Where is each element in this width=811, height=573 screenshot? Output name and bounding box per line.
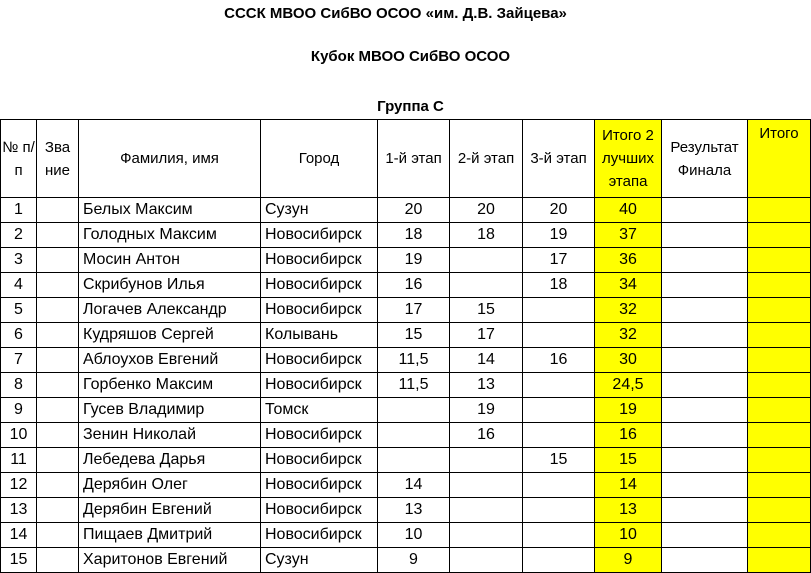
table-row bbox=[1, 498, 811, 523]
cell-stage3 bbox=[523, 548, 595, 573]
cell-total bbox=[748, 423, 811, 448]
cell-final bbox=[662, 323, 748, 348]
cell-rank bbox=[37, 273, 79, 298]
cell-name: Голодных Максим bbox=[79, 223, 261, 248]
cell-best2: 36 bbox=[595, 248, 662, 273]
cell-total bbox=[748, 498, 811, 523]
cell-stage2 bbox=[450, 473, 523, 498]
cell-stage2: 20 bbox=[450, 198, 523, 223]
cell-total bbox=[748, 473, 811, 498]
table-row bbox=[1, 548, 811, 573]
col-header-stage3: 3-й этап bbox=[523, 120, 595, 198]
cell-best2: 16 bbox=[595, 423, 662, 448]
cell-num: 10 bbox=[1, 423, 37, 448]
cell-total bbox=[748, 323, 811, 348]
cell-name: Логачев Александр bbox=[79, 298, 261, 323]
cell-final bbox=[662, 423, 748, 448]
cell-stage2 bbox=[450, 273, 523, 298]
cell-best2: 32 bbox=[595, 298, 662, 323]
cell-city: Новосибирск bbox=[261, 298, 378, 323]
cell-city: Новосибирск bbox=[261, 473, 378, 498]
cell-rank bbox=[37, 323, 79, 348]
cell-stage3: 18 bbox=[523, 273, 595, 298]
cell-num: 8 bbox=[1, 373, 37, 398]
cell-rank bbox=[37, 423, 79, 448]
results-table bbox=[0, 119, 811, 573]
cell-name: Зенин Николай bbox=[79, 423, 261, 448]
cell-total bbox=[748, 248, 811, 273]
cell-best2: 34 bbox=[595, 273, 662, 298]
col-header-city: Город bbox=[261, 120, 378, 198]
cell-stage2 bbox=[450, 523, 523, 548]
cell-best2: 9 bbox=[595, 548, 662, 573]
cell-stage2: 19 bbox=[450, 398, 523, 423]
cell-num: 2 bbox=[1, 223, 37, 248]
cell-stage3 bbox=[523, 298, 595, 323]
cell-stage2 bbox=[450, 498, 523, 523]
cell-num: 1 bbox=[1, 198, 37, 223]
cell-num: 4 bbox=[1, 273, 37, 298]
cell-best2: 15 bbox=[595, 448, 662, 473]
cell-stage1: 16 bbox=[378, 273, 450, 298]
cell-rank bbox=[37, 298, 79, 323]
col-header-stage1: 1-й этап bbox=[378, 120, 450, 198]
cell-best2: 13 bbox=[595, 498, 662, 523]
cell-name: Лебедева Дарья bbox=[79, 448, 261, 473]
cell-stage2 bbox=[450, 248, 523, 273]
cell-city: Колывань bbox=[261, 323, 378, 348]
cell-city: Новосибирск bbox=[261, 423, 378, 448]
cell-name: Пищаев Дмитрий bbox=[79, 523, 261, 548]
cell-stage3 bbox=[523, 398, 595, 423]
cell-rank bbox=[37, 198, 79, 223]
cell-total bbox=[748, 523, 811, 548]
cell-stage1: 15 bbox=[378, 323, 450, 348]
cell-num: 12 bbox=[1, 473, 37, 498]
cell-stage3 bbox=[523, 498, 595, 523]
cell-stage3 bbox=[523, 323, 595, 348]
cell-name: Харитонов Евгений bbox=[79, 548, 261, 573]
cell-stage3 bbox=[523, 423, 595, 448]
org-title: СССК МВОО СибВО ОСОО «им. Д.В. Зайцева» bbox=[224, 5, 567, 22]
cell-num: 14 bbox=[1, 523, 37, 548]
table-row bbox=[1, 398, 811, 423]
cell-stage3: 19 bbox=[523, 223, 595, 248]
cell-total bbox=[748, 448, 811, 473]
cell-final bbox=[662, 398, 748, 423]
cell-rank bbox=[37, 348, 79, 373]
table-row bbox=[1, 473, 811, 498]
cell-rank bbox=[37, 548, 79, 573]
cell-num: 6 bbox=[1, 323, 37, 348]
cell-best2: 30 bbox=[595, 348, 662, 373]
cell-name: Аблоухов Евгений bbox=[79, 348, 261, 373]
cell-stage1: 18 bbox=[378, 223, 450, 248]
table-row bbox=[1, 223, 811, 248]
col-header-name: Фамилия, имя bbox=[79, 120, 261, 198]
cell-stage3 bbox=[523, 473, 595, 498]
cell-rank bbox=[37, 473, 79, 498]
cell-best2: 10 bbox=[595, 523, 662, 548]
cell-city: Новосибирск bbox=[261, 373, 378, 398]
cell-best2: 24,5 bbox=[595, 373, 662, 398]
cell-total bbox=[748, 273, 811, 298]
cell-stage1: 11,5 bbox=[378, 348, 450, 373]
cell-stage1: 20 bbox=[378, 198, 450, 223]
table-row bbox=[1, 298, 811, 323]
cell-total bbox=[748, 298, 811, 323]
cell-rank bbox=[37, 498, 79, 523]
cell-total bbox=[748, 373, 811, 398]
cell-stage2: 13 bbox=[450, 373, 523, 398]
cell-stage3: 16 bbox=[523, 348, 595, 373]
results-body bbox=[1, 198, 811, 573]
cell-num: 11 bbox=[1, 448, 37, 473]
cell-final bbox=[662, 248, 748, 273]
cell-best2: 40 bbox=[595, 198, 662, 223]
cell-stage2: 18 bbox=[450, 223, 523, 248]
table-row bbox=[1, 373, 811, 398]
cell-num: 3 bbox=[1, 248, 37, 273]
cell-stage2: 14 bbox=[450, 348, 523, 373]
col-header-num: № п/п bbox=[1, 120, 37, 198]
cell-stage1 bbox=[378, 423, 450, 448]
cell-rank bbox=[37, 373, 79, 398]
group-title: Группа С bbox=[377, 98, 444, 115]
cell-stage1: 11,5 bbox=[378, 373, 450, 398]
cell-stage2 bbox=[450, 448, 523, 473]
header-row bbox=[1, 120, 811, 198]
cell-city: Новосибирск bbox=[261, 248, 378, 273]
cell-stage2: 15 bbox=[450, 298, 523, 323]
cell-city: Сузун bbox=[261, 548, 378, 573]
cell-city: Томск bbox=[261, 398, 378, 423]
cell-city: Новосибирск bbox=[261, 348, 378, 373]
col-header-stage2: 2-й этап bbox=[450, 120, 523, 198]
cell-city: Новосибирск bbox=[261, 448, 378, 473]
cell-stage2: 16 bbox=[450, 423, 523, 448]
cell-final bbox=[662, 548, 748, 573]
cell-final bbox=[662, 273, 748, 298]
cell-name: Белых Максим bbox=[79, 198, 261, 223]
cell-name: Гусев Владимир bbox=[79, 398, 261, 423]
cell-num: 15 bbox=[1, 548, 37, 573]
cell-final bbox=[662, 348, 748, 373]
cell-city: Новосибирск bbox=[261, 273, 378, 298]
cell-stage1 bbox=[378, 398, 450, 423]
cell-best2: 19 bbox=[595, 398, 662, 423]
cell-rank bbox=[37, 448, 79, 473]
cell-final bbox=[662, 498, 748, 523]
cell-stage3 bbox=[523, 523, 595, 548]
cell-rank bbox=[37, 523, 79, 548]
cell-name: Дерябин Олег bbox=[79, 473, 261, 498]
table-row bbox=[1, 323, 811, 348]
cell-best2: 14 bbox=[595, 473, 662, 498]
cell-best2: 37 bbox=[595, 223, 662, 248]
cell-total bbox=[748, 348, 811, 373]
cell-total bbox=[748, 548, 811, 573]
cell-rank bbox=[37, 223, 79, 248]
cell-final bbox=[662, 198, 748, 223]
cell-final bbox=[662, 523, 748, 548]
cell-city: Сузун bbox=[261, 198, 378, 223]
cell-num: 7 bbox=[1, 348, 37, 373]
cell-final bbox=[662, 298, 748, 323]
cell-name: Горбенко Максим bbox=[79, 373, 261, 398]
cell-stage1: 10 bbox=[378, 523, 450, 548]
cell-stage1 bbox=[378, 448, 450, 473]
cell-stage1: 13 bbox=[378, 498, 450, 523]
cell-num: 5 bbox=[1, 298, 37, 323]
table-row bbox=[1, 198, 811, 223]
cell-stage1: 17 bbox=[378, 298, 450, 323]
cup-title: Кубок МВОО СибВО ОСОО bbox=[310, 48, 511, 65]
cell-total bbox=[748, 223, 811, 248]
cell-stage3 bbox=[523, 373, 595, 398]
cell-city: Новосибирск bbox=[261, 523, 378, 548]
table-row bbox=[1, 273, 811, 298]
cell-city: Новосибирск bbox=[261, 498, 378, 523]
col-header-final: Результат Финала bbox=[662, 120, 748, 198]
cell-total bbox=[748, 398, 811, 423]
table-row bbox=[1, 348, 811, 373]
cell-stage2: 17 bbox=[450, 323, 523, 348]
table-row bbox=[1, 523, 811, 548]
cell-final bbox=[662, 223, 748, 248]
cell-final bbox=[662, 473, 748, 498]
cell-name: Кудряшов Сергей bbox=[79, 323, 261, 348]
cell-stage3: 20 bbox=[523, 198, 595, 223]
cell-name: Скрибунов Илья bbox=[79, 273, 261, 298]
cell-city: Новосибирск bbox=[261, 223, 378, 248]
cell-total bbox=[748, 198, 811, 223]
col-header-rank: Зва ние bbox=[37, 120, 79, 198]
cell-stage2 bbox=[450, 548, 523, 573]
cell-final bbox=[662, 448, 748, 473]
cell-num: 9 bbox=[1, 398, 37, 423]
col-header-best2: Итого 2 лучших этапа bbox=[595, 120, 662, 198]
table-row bbox=[1, 448, 811, 473]
table-row bbox=[1, 248, 811, 273]
cell-rank bbox=[37, 398, 79, 423]
cell-best2: 32 bbox=[595, 323, 662, 348]
col-header-total: Итого bbox=[748, 120, 811, 198]
cell-final bbox=[662, 373, 748, 398]
cell-stage1: 14 bbox=[378, 473, 450, 498]
cell-stage3: 15 bbox=[523, 448, 595, 473]
cell-name: Дерябин Евгений bbox=[79, 498, 261, 523]
cell-stage3: 17 bbox=[523, 248, 595, 273]
table-row bbox=[1, 423, 811, 448]
cell-stage1: 19 bbox=[378, 248, 450, 273]
cell-num: 13 bbox=[1, 498, 37, 523]
cell-stage1: 9 bbox=[378, 548, 450, 573]
cell-name: Мосин Антон bbox=[79, 248, 261, 273]
cell-rank bbox=[37, 248, 79, 273]
